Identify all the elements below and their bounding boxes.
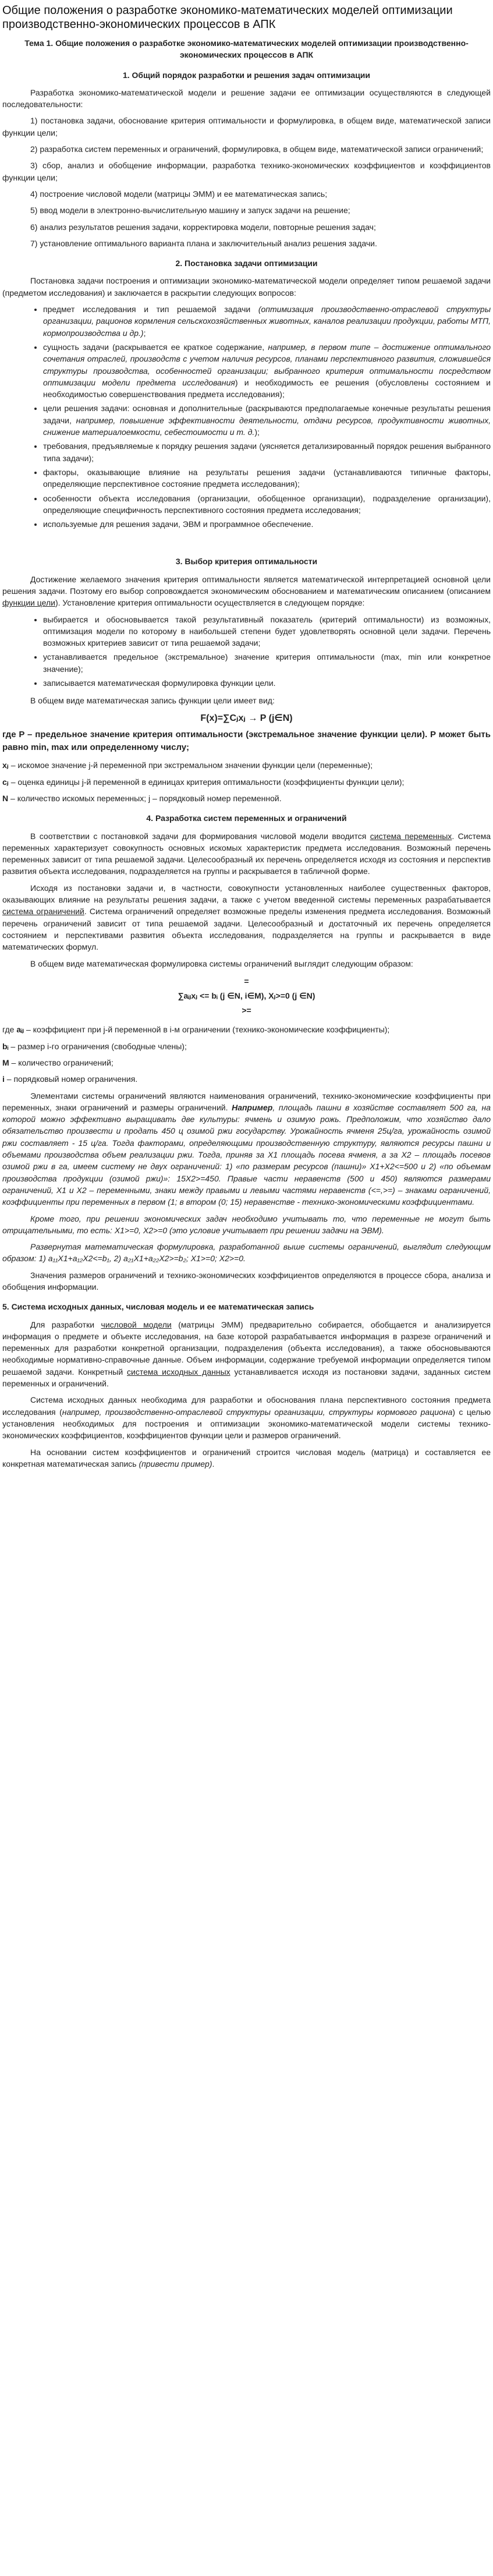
section-2-intro: Постановка задачи построения и оптимизации экономико-математической модели определяет типом решаемой задачи (предметом исследования) и заключается в раскрытии следующих вопросов: [2, 276, 491, 298]
section-4-para-3: В общем виде математическая формулировка системы ограничений выглядит следующим образом: [30, 958, 413, 968]
list-item: • сущность задачи (раскрывается ее краткое содержание, например, в первом типе – достижение оптимального сочетания отраслей, производств с учетом наличия ресурсов, планами перспективного развития, сложившейся структуры производства, особенностей организации; выбранного критерия оптимальности посредством оптимизации модели предмета исследования) и необходимость ее решения (обусловлены состоянием и необходимостью совершенствования предмета исследования); [43, 341, 491, 400]
section-2-list [2, 303, 491, 530]
section-3-para-2: В общем виде математическая запись функции цели имеет вид: [30, 696, 275, 706]
list-item: • предмет исследования и тип решаемой задачи (оптимизация производственно-отраслевой структуры организации, рационов кормления сельскохозяйственных животных, каналов реализации продукции, работы МТП, кормопроизводства и др.); [43, 303, 491, 339]
link-constraint-system[interactable]: система ограничений [2, 907, 84, 917]
section-3-heading: 3. Выбор критерия оптимальности [175, 557, 318, 567]
page-title: Общие положения о разработке экономико-математических моделей оптимизации производственно-экономических процессов в АПК [2, 4, 453, 31]
section-4-para-2: Исходя из постановки задачи и, в частности, совокупности установленных наиболее существенных факторов, оказывающих влияние на результаты решения задачи, а также с учетом введенной системы переменных разрабатывается система ограничений. Система ограничений определяет возможные пределы изменения предмета исследования. Возможный перечень ограничений зависит от типа решаемой задачи. Целесообразный и достаточный их перечень определяется состоянием и перспективами развития объекта исследования, подразделяется на группы и раскрывается в виде математических формул. [2, 883, 491, 952]
definition-item: cⱼ – оценка единицы j-й переменной в единицах критерия оптимальности (коэффициенты функции цели); [2, 777, 405, 787]
section-5-heading: 5. Система исходных данных, числовая модель и ее математическая запись [2, 1302, 314, 1312]
section-1-steps [2, 115, 491, 249]
step-item: 7) установление оптимального варианта плана и заключительный анализ решения задачи. [30, 238, 377, 248]
link-function-goal[interactable]: функции цели [2, 598, 55, 608]
link-input-data-system[interactable]: система исходных данных [127, 1367, 230, 1377]
list-item: • записывается математическая формулировка функции цели. [43, 677, 491, 689]
step-item: 2) разработка систем переменных и ограничений, формулировка, в общем виде, математической записи ограничений; [30, 144, 484, 154]
step-item: 5) ввод модели в электронно-вычислительную машину и запуск задачи на решение; [30, 206, 350, 215]
step-item: 6) анализ результатов решения задачи, корректировка модели, повторные решения задач; [30, 222, 376, 232]
list-item: • цели решения задачи: основная и дополнительные (раскрываются предполагаемые конечные результаты решения задачи, например, повышение эффективности деятельности, отдачи ресурсов, продуктивности животных, снижение материалоемкости, себестоимости и т. д.); [43, 402, 491, 438]
section-5-para-1: Для разработки числовой модели (матрицы ЭММ) предварительно собирается, обобщается и анализируется информация о предмете и объекте исследования, на базе которой разрабатывается информация в разрезе ограничений и переменных для разработки конкретной организации, подразделения (объекта исследования), а также обосновываются необходимые нормативно-справочные данные. Объем информации, содержание требуемой информации определяется типом решаемой задачи. Конкретный система исходных данных устанавливается исходя из постановки задачи, заданных систем переменных и ограничений. [2, 1319, 491, 1389]
link-numeric-model[interactable]: числовой модели [101, 1319, 172, 1329]
section-2-heading: 2. Постановка задачи оптимизации [175, 259, 318, 268]
topic-heading: Тема 1. Общие положения о разработке экономико-математических моделей оптимизации производственно-экономических процессов в АПК [24, 38, 469, 60]
step-item: 3) сбор, анализ и обобщение информации, разработка технико-экономических коэффициентов и коэффициентов функции цели; [2, 161, 491, 182]
list-item: • факторы, оказывающие влияние на результаты решения задачи (устанавливаются типичные факторы, определяющие перспективное состояние предмета исследования); [43, 466, 491, 490]
section-5-para-2: Система исходных данных необходима для разработки и обоснования плана перспективного состояния предмета исследования (например, производственно-отраслевой структуры организации, структуры кормового рациона) с целью установления необходимых для построения и оптимизации экономико-математической модели системы технико-экономических коэффициентов, коэффициентов функции цели и размеров ограничений. [2, 1395, 491, 1441]
list-item: • используемые для решения задачи, ЭВМ и программное обеспечение. [43, 518, 491, 530]
definition-item: N – количество искомых переменных; j – порядковый номер переменной. [2, 793, 282, 803]
definition-item: M – количество ограничений; [2, 1057, 114, 1067]
definition-item: xⱼ – искомое значение j-й переменной при экстремальном значении функции цели (переменные); [2, 760, 373, 770]
constraint-formula: = ∑aᵢⱼxⱼ <= bᵢ (j ∈N, i∈M), Xⱼ>=0 (j ∈N) >= [178, 976, 315, 1015]
definition-item: bᵢ – размер i-го ограничения (свободные члены); [2, 1041, 187, 1051]
list-item: • особенности объекта исследования (организации, обобщенное организации), подразделение организации), определяющие специфичность перспективного состояния предмета исследования; [43, 493, 491, 516]
section-4-para-5: Кроме того, при решении экономических задач необходимо учитывать то, что переменные не могут быть отрицательными, то есть: Х1>=0, Х2>=0 (это условие учитывает при решении задачи на ЭВМ). [2, 1213, 491, 1235]
section-3-para-1: Достижение желаемого значения критерия оптимальности является математической интерпретацией основной цели решения задачи. Поэтому его выбор сопровождается экономическим обоснованием и математическим описанием (описанием функции цели). Установление критерия оптимальности осуществляется в следующем порядке: [2, 574, 491, 608]
section-4-para-6: Развернутая математическая формулировка, разработанной выше системы ограничений, выглядит следующим образом: 1) a₁₁Х1+a₁₂Х2<=b₁, 2) a₂₁Х1+a₂₂Х2>=b₂; Х1>=0; Х2>=0. [2, 1242, 491, 1264]
section-1-intro: Разработка экономико-математической модели и решение задачи ее оптимизации осуществляются в следующей последовательности: [2, 87, 491, 109]
section-3-list [2, 614, 491, 689]
section-4-heading: 4. Разработка систем переменных и ограничений [146, 813, 347, 823]
list-item: • устанавливается предельное (экстремальное) значение критерия оптимальности (max, min или конкретное значение); [43, 651, 491, 675]
step-item: 4) построение числовой модели (матрицы ЭММ) и ее математическая запись; [30, 189, 328, 199]
section-4-para-7: Значения размеров ограничений и технико-экономических коэффициентов определяются в процессе сбора, анализа и обобщения информации. [2, 1270, 491, 1291]
section-4-para-1: В соответствии с постановкой задачи для формирования числовой модели вводится система переменных. Система переменных характеризует совокупность основных искомых характеристик предмета исследования. Возможный перечень переменных зависит от типа решаемой задачи. Целесообразный их перечень определяется исходя из состояния и перспектив развития объекта исследования, подразделяется на группы и раскрывается в табличной форме. [2, 831, 491, 876]
objective-formula: F(x)=∑Cⱼxⱼ → P (j∈N) [200, 713, 293, 723]
definition-item: где aᵢⱼ – коэффициент при j-й переменной в i-м ограничении (технико-экономические коэффициенты); [2, 1025, 390, 1035]
list-item: • требования, предъявляемые к порядку решения задачи (уясняется детализированный порядок решения выбранного типа задачи); [43, 440, 491, 464]
section-5-para-3: На основании систем коэффициентов и ограничений строится числовая модель (матрица) и составляется ее конкретная математическая запись (привести пример). [2, 1447, 491, 1469]
section-1-heading: 1. Общий порядок разработки и решения задач оптимизации [122, 70, 371, 80]
definition-item: i – порядковый номер ограничения. [2, 1074, 138, 1084]
section-4-para-4: Элементами системы ограничений являются наименования ограничений, технико-экономические коэффициенты при переменных, знаки ограничений и размеры ограничений. Например, площадь пашни в хозяйстве составляет 500 га, на которой можно эффективно выращивать две культуры: ячмень и озимую рожь. Предположим, что хозяйство дало обязательство произвести и продать 450 ц озимой ржи государству. Урожайность ячменя 25ц/га, урожайность озимой ржи составляет - 15 ц/га. Тогда факторами, определяющими производственную структуру, являются ресурсы пашни и объемами производства объем реализации ржи. Тогда, приняв за Х1 площадь посева ячменя, а за Х2 – площадь посевов озимой ржи в га, имеем систему не двух ограничений: 1) «по размерам ресурсов (пашни)» Х1+Х2<=500 и 2) «по объемам производства продукции (озимой ржи)»: 15Х2>=450. Правые части неравенств (500 и 450) являются размерами ограничений, Х1 и Х2 – переменными, знаки между правыми и левыми частями неравенств (<=,>=) – знаками ограничений, коэффициенты при переменных в первом (1; в втором (0; 15) неравенстве - технико-экономическими коэффициентами. [2, 1091, 491, 1207]
step-item: 1) постановка задачи, обоснование критерия оптимальности и формулировка, в общем виде, математической записи функции цели; [2, 116, 491, 137]
formula-description: где P – предельное значение критерия оптимальности (экстремальное значение функции цели). P может быть равно min, max или определенному числу; [2, 729, 491, 752]
list-item: • выбирается и обосновывается такой результативный показатель (критерий оптимальности) из возможных, оптимизация модели по которому в наибольшей степени будет удовлетворять основной цели задачи. Перечень возможных критериев зависит от типа решаемой задачи; [43, 614, 491, 649]
link-variable-system[interactable]: система переменных [370, 831, 452, 841]
